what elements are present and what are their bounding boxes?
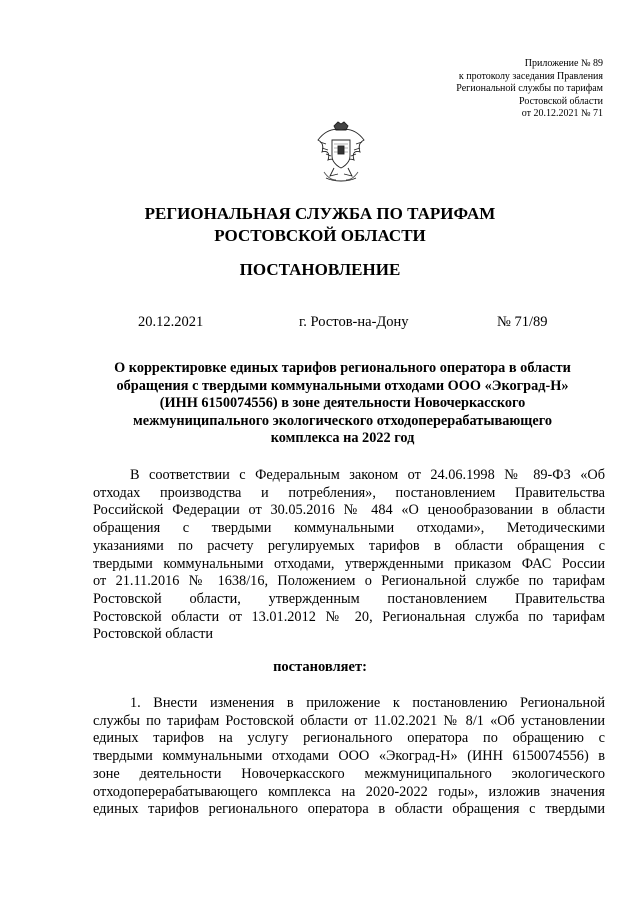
agency-name — [0, 203, 640, 247]
appendix-line: Региональной службы по тарифам — [456, 83, 603, 94]
paragraph-line: обращения с твердыми коммунальными отходами», Методическими — [93, 520, 605, 537]
subject-line: (ИНН 6150074556) в зоне деятельности Новочеркасского — [159, 395, 526, 412]
paragraph-line: отходоперерабатывающего комплекса на 2020-2022 годы», изложив значения — [93, 783, 605, 800]
agency-name-line: РОСТОВСКОЙ ОБЛАСТИ — [214, 226, 426, 245]
paragraph-line: Ростовской области, утвержденным постановлением Правительства — [93, 590, 605, 607]
paragraph-line: Ростовской области от 13.01.2012 № 20, Региональная служба по тарифам — [93, 608, 605, 625]
document-city: г. Ростов-на-Дону — [299, 314, 409, 330]
resolves-heading: постановляет: — [273, 659, 367, 675]
paragraph-line: службы по тарифам Ростовской области от 11.02.2021 № 8/1 «Об установлении — [93, 712, 605, 729]
subject-line: межмуниципального экологического отходоперерабатывающего — [133, 412, 552, 429]
document-type: ПОСТАНОВЛЕНИЕ — [239, 260, 401, 279]
document-date: 20.12.2021 — [138, 314, 204, 330]
paragraph-line: указаниями по расчету регулируемых тарифов в области обращения с — [93, 537, 605, 554]
appendix-line: Ростовской области — [519, 95, 603, 107]
paragraph-line: зоне деятельности Новочеркасского межмуниципального экологического — [93, 765, 605, 782]
subject-line: обращения с твердыми коммунальными отходами ООО «Экоград-Н» — [116, 377, 569, 394]
item-1-paragraph — [93, 695, 605, 819]
agency-name-line: РЕГИОНАЛЬНАЯ СЛУЖБА ПО ТАРИФАМ — [144, 204, 496, 223]
subject-line: комплекса на 2022 год — [270, 430, 415, 447]
paragraph-line: 1. Внести изменения в приложение к постановлению Региональной — [130, 695, 605, 711]
document-number: № 71/89 — [497, 314, 548, 330]
paragraph-line: Ростовской области — [93, 626, 214, 643]
appendix-note — [456, 58, 603, 121]
paragraph-line: В соответствии с Федеральным законом от 24.06.1998 № 89-ФЗ «Об — [130, 467, 605, 483]
paragraph-line: единых тарифов регионального оператора в области обращения с твердыми — [93, 801, 605, 818]
coat-of-arms-icon — [312, 120, 370, 184]
paragraph-line: твердыми коммунальными отходами ООО «Экоград-Н» (ИНН 6150074556) в — [93, 748, 605, 765]
paragraph-line: твердыми коммунальными отходами, утвержденными приказом ФАС России — [93, 555, 605, 572]
paragraph-line: от 21.11.2016 № 1638/16, Положением о Региональной службе по тарифам — [93, 573, 605, 590]
appendix-line: к протоколу заседания Правления — [458, 70, 603, 82]
document-subject — [100, 360, 585, 448]
paragraph-line: Российской Федерации от 30.05.2016 № 484 «О ценообразовании в области — [93, 502, 605, 519]
appendix-line: от 20.12.2021 № 71 — [521, 108, 603, 119]
paragraph-line: отходах производства и потребления», постановлением Правительства — [93, 484, 605, 501]
appendix-line: Приложение № 89 — [524, 58, 603, 69]
subject-line: О корректировке единых тарифов регионального оператора в области — [114, 360, 571, 376]
paragraph-line: единых тарифов на услугу регионального оператора по обращению с — [93, 730, 605, 747]
preamble-paragraph — [93, 467, 605, 644]
